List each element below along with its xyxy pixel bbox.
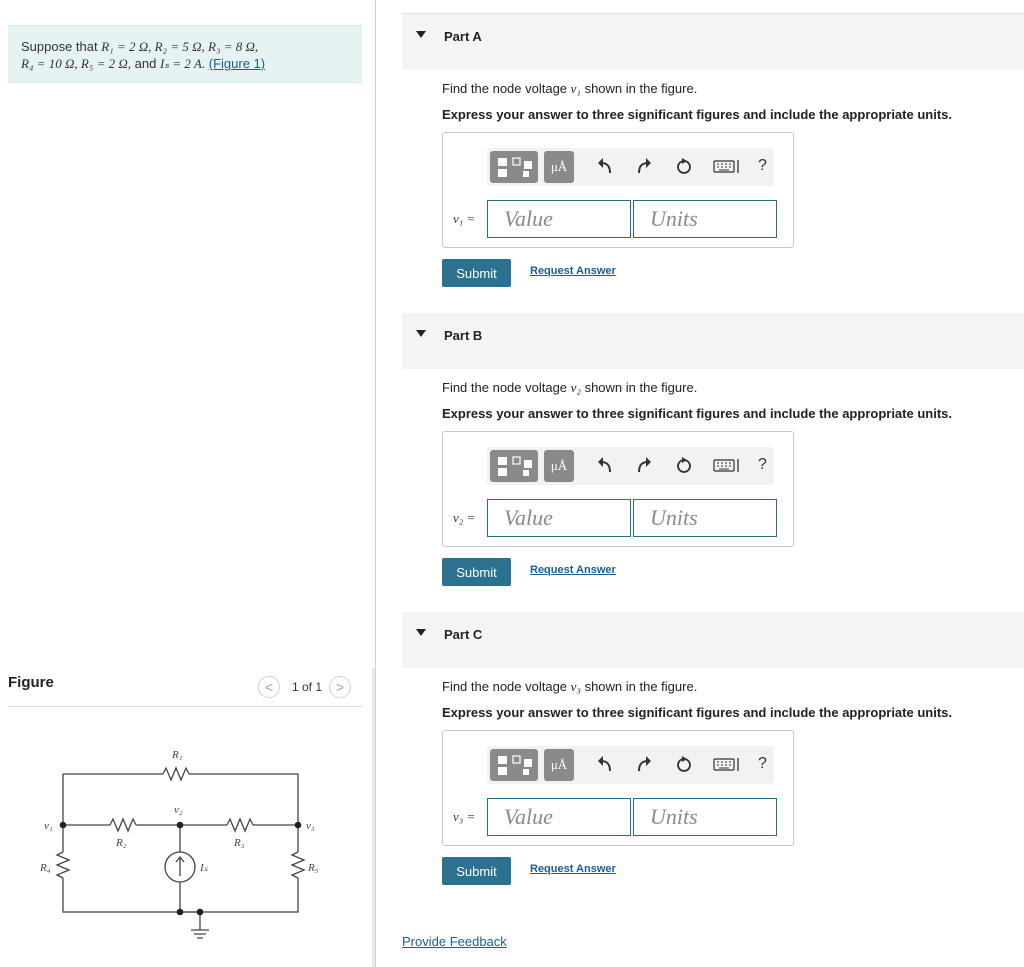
chevron-right-icon: > bbox=[335, 679, 345, 695]
figure-pager bbox=[258, 676, 351, 698]
collapse-triangle-icon bbox=[416, 31, 426, 38]
part-c-header[interactable] bbox=[402, 612, 1024, 668]
label-r2: R₂ bbox=[116, 837, 127, 849]
chevron-left-icon: < bbox=[264, 679, 274, 695]
question-variable: v₃ bbox=[570, 679, 581, 694]
figure-divider bbox=[8, 706, 362, 707]
question-prefix: Find the node voltage bbox=[442, 679, 571, 694]
math-toolbar bbox=[487, 148, 774, 186]
undo-icon[interactable] bbox=[597, 455, 613, 475]
question-suffix: shown in the figure. bbox=[580, 81, 698, 96]
question-variable: v₁ bbox=[570, 81, 581, 96]
problem-column bbox=[0, 0, 376, 967]
math-toolbar bbox=[487, 447, 774, 485]
variable-label: v₃ = bbox=[453, 809, 476, 824]
reset-icon[interactable] bbox=[675, 754, 693, 774]
label-is: Iₛ bbox=[200, 862, 208, 874]
part-a-request-answer-link[interactable]: Request Answer bbox=[530, 265, 616, 277]
value-input[interactable] bbox=[487, 200, 631, 238]
templates-button[interactable] bbox=[490, 749, 538, 781]
next-figure-button[interactable] bbox=[329, 676, 351, 698]
question-suffix: shown in the figure. bbox=[580, 679, 698, 694]
resistor-r4 bbox=[57, 852, 69, 878]
variable-label: v₁ = bbox=[453, 211, 476, 226]
templates-button[interactable] bbox=[490, 450, 538, 482]
ground-symbol bbox=[191, 930, 209, 938]
figure-link[interactable]: (Figure 1) bbox=[208, 56, 266, 71]
redo-icon[interactable] bbox=[636, 754, 652, 774]
part-b-answer-panel bbox=[442, 431, 794, 547]
label-v3: v₃ bbox=[306, 820, 315, 832]
problem-values-line2: R₄ = 10 Ω, R₅ = 2 Ω, bbox=[21, 56, 132, 71]
figure-title: Figure bbox=[8, 674, 54, 691]
keyboard-icon[interactable] bbox=[713, 754, 743, 774]
keyboard-icon[interactable] bbox=[713, 455, 743, 475]
part-a-submit-button[interactable]: Submit bbox=[442, 259, 511, 287]
provide-feedback-link[interactable]: Provide Feedback bbox=[402, 934, 507, 949]
part-b-question bbox=[442, 380, 697, 396]
keyboard-icon[interactable] bbox=[713, 156, 743, 176]
part-b-request-answer-link[interactable]: Request Answer bbox=[530, 564, 616, 576]
label-r4: R₄ bbox=[40, 862, 51, 874]
question-variable: v₂ bbox=[570, 380, 581, 395]
question-suffix: shown in the figure. bbox=[580, 380, 698, 395]
part-c-instruction: Express your answer to three significant figures and include the appropriate units. bbox=[442, 705, 952, 720]
part-a-instruction: Express your answer to three significant figures and include the appropriate units. bbox=[442, 107, 952, 122]
help-button[interactable]: ? bbox=[758, 755, 767, 772]
label-r1: R₁ bbox=[172, 749, 183, 761]
problem-prefix: Suppose that bbox=[21, 39, 102, 54]
fraction-template-icon bbox=[490, 749, 538, 781]
units-input[interactable] bbox=[633, 499, 777, 537]
part-c-answer-panel bbox=[442, 730, 794, 846]
part-a-title: Part A bbox=[444, 29, 482, 44]
part-a-header[interactable] bbox=[402, 14, 1024, 70]
part-a-answer-panel bbox=[442, 132, 794, 248]
undo-icon[interactable] bbox=[597, 156, 613, 176]
part-c-question bbox=[442, 679, 697, 695]
redo-icon[interactable] bbox=[636, 156, 652, 176]
math-toolbar bbox=[487, 746, 774, 784]
value-input[interactable] bbox=[487, 798, 631, 836]
part-b-submit-button[interactable]: Submit bbox=[442, 558, 511, 586]
label-r5: R₅ bbox=[308, 862, 319, 874]
resistor-r1 bbox=[163, 768, 189, 780]
templates-button[interactable] bbox=[490, 151, 538, 183]
part-b-instruction: Express your answer to three significant figures and include the appropriate units. bbox=[442, 406, 952, 421]
units-button[interactable]: μÅ bbox=[544, 151, 574, 183]
units-button[interactable]: μÅ bbox=[544, 749, 574, 781]
part-c-request-answer-link[interactable]: Request Answer bbox=[530, 863, 616, 875]
label-r3: R₃ bbox=[234, 837, 245, 849]
help-button[interactable]: ? bbox=[758, 456, 767, 473]
units-input[interactable] bbox=[633, 798, 777, 836]
column-divider-shadow bbox=[372, 668, 375, 967]
part-b-header[interactable] bbox=[402, 313, 1024, 369]
reset-icon[interactable] bbox=[675, 156, 693, 176]
part-c-title: Part C bbox=[444, 627, 483, 642]
problem-and: and bbox=[131, 56, 160, 71]
parts-column bbox=[376, 0, 1024, 967]
circuit-diagram bbox=[8, 730, 328, 950]
problem-statement bbox=[8, 25, 362, 83]
label-v1: v₁ bbox=[44, 820, 53, 832]
part-a-question bbox=[442, 81, 697, 97]
part-b-title: Part B bbox=[444, 328, 483, 343]
question-prefix: Find the node voltage bbox=[442, 380, 571, 395]
help-button[interactable]: ? bbox=[758, 157, 767, 174]
units-button[interactable]: μÅ bbox=[544, 450, 574, 482]
prev-figure-button[interactable] bbox=[258, 676, 280, 698]
collapse-triangle-icon bbox=[416, 629, 426, 636]
units-input[interactable] bbox=[633, 200, 777, 238]
figure-count: 1 of 1 bbox=[292, 680, 323, 694]
redo-icon[interactable] bbox=[636, 455, 652, 475]
value-input[interactable] bbox=[487, 499, 631, 537]
fraction-template-icon bbox=[490, 151, 538, 183]
problem-source: Iₛ = 2 A. bbox=[159, 56, 206, 71]
resistor-r3 bbox=[227, 819, 253, 831]
resistor-r5 bbox=[292, 852, 304, 878]
problem-values-line1: R₁ = 2 Ω, R₂ = 5 Ω, R₃ = 8 Ω, bbox=[101, 39, 259, 54]
fraction-template-icon bbox=[490, 450, 538, 482]
label-v2: v₂ bbox=[174, 804, 183, 816]
collapse-triangle-icon bbox=[416, 330, 426, 337]
variable-label: v₂ = bbox=[453, 510, 476, 525]
reset-icon[interactable] bbox=[675, 455, 693, 475]
question-prefix: Find the node voltage bbox=[442, 81, 571, 96]
resistor-r2 bbox=[110, 819, 136, 831]
undo-icon[interactable] bbox=[597, 754, 613, 774]
part-c-submit-button[interactable]: Submit bbox=[442, 857, 511, 885]
